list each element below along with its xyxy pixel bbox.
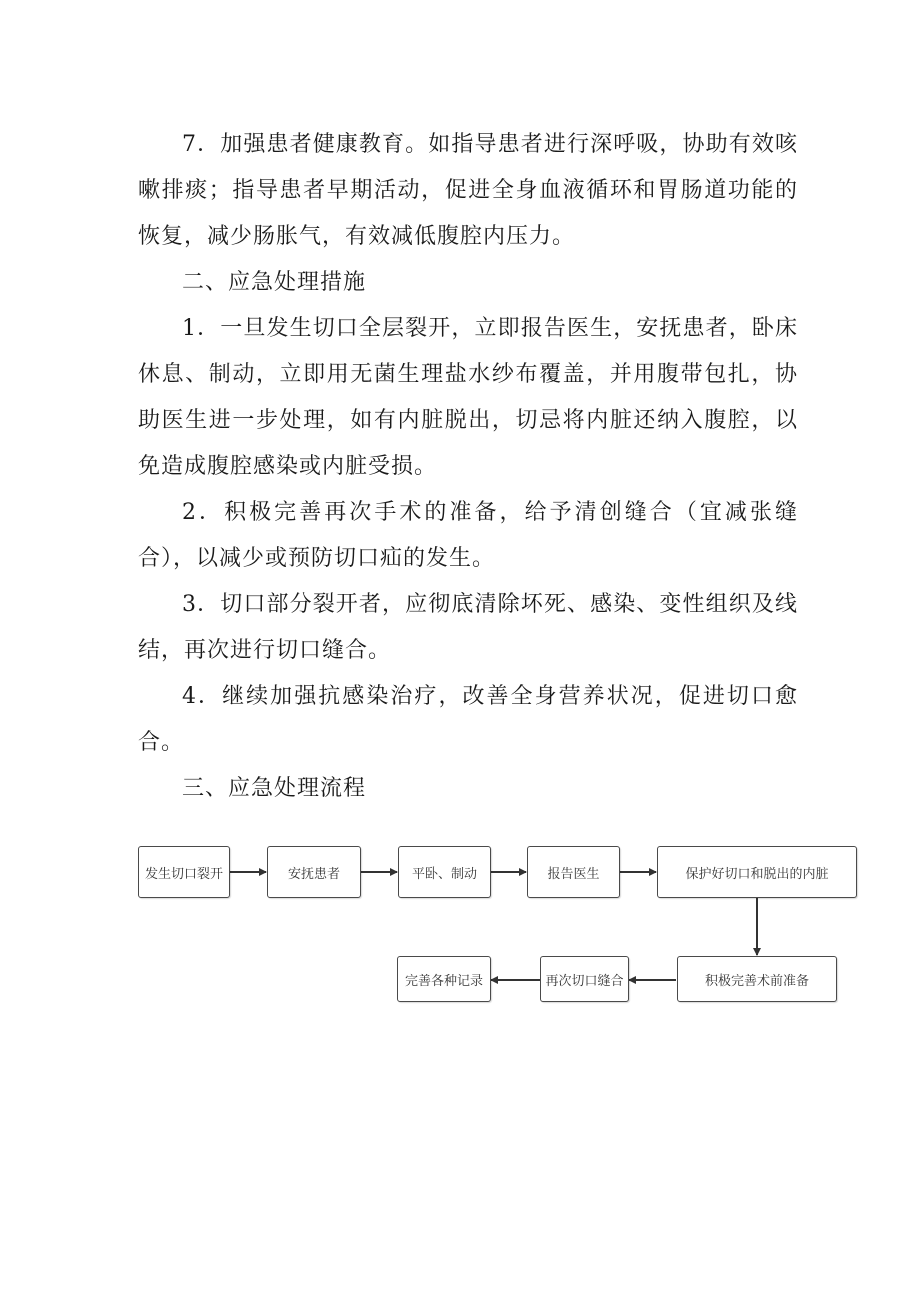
section-heading-emergency-measures: 二、应急处理措施 [182, 270, 367, 295]
flow-step-complete-records: 完善各种记录 [397, 956, 491, 1002]
document-body [138, 122, 798, 812]
paragraph-item-7: 7．加强患者健康教育。如指导患者进行深呼吸，协助有效咳嗽排痰；指导患者早期活动，促进全身血液循环和胃肠道功能的恢复，减少肠胀气，有效减低腹腔内压力。 [138, 132, 798, 249]
flow-step-report-doctor: 报告医生 [527, 846, 620, 898]
flow-step-lie-flat-immobilize: 平卧、制动 [398, 846, 491, 898]
flow-step-preoperative-preparation: 积极完善术前准备 [677, 956, 837, 1002]
flow-step-comfort-patient: 安抚患者 [267, 846, 361, 898]
measure-item-3: 3．切口部分裂开者，应彻底清除坏死、感染、变性组织及线结，再次进行切口缝合。 [138, 592, 798, 663]
section-heading-emergency-flow: 三、应急处理流程 [182, 776, 367, 801]
measure-item-2: 2．积极完善再次手术的准备，给予清创缝合（宜减张缝合），以减少或预防切口疝的发生。 [138, 500, 798, 571]
flow-step-protect-incision-organs: 保护好切口和脱出的内脏 [657, 846, 857, 898]
flow-step-incision-dehiscence: 发生切口裂开 [138, 846, 230, 898]
measure-item-1: 1．一旦发生切口全层裂开，立即报告医生，安抚患者，卧床休息、制动，立即用无菌生理盐水纱布覆盖，并用腹带包扎，协助医生进一步处理，如有内脏脱出，切忌将内脏还纳入腹腔，以免造成腹腔感染或内脏受损。 [138, 316, 798, 479]
measure-item-4: 4．继续加强抗感染治疗，改善全身营养状况，促进切口愈合。 [138, 684, 798, 755]
flow-step-resuture-incision: 再次切口缝合 [540, 956, 629, 1002]
